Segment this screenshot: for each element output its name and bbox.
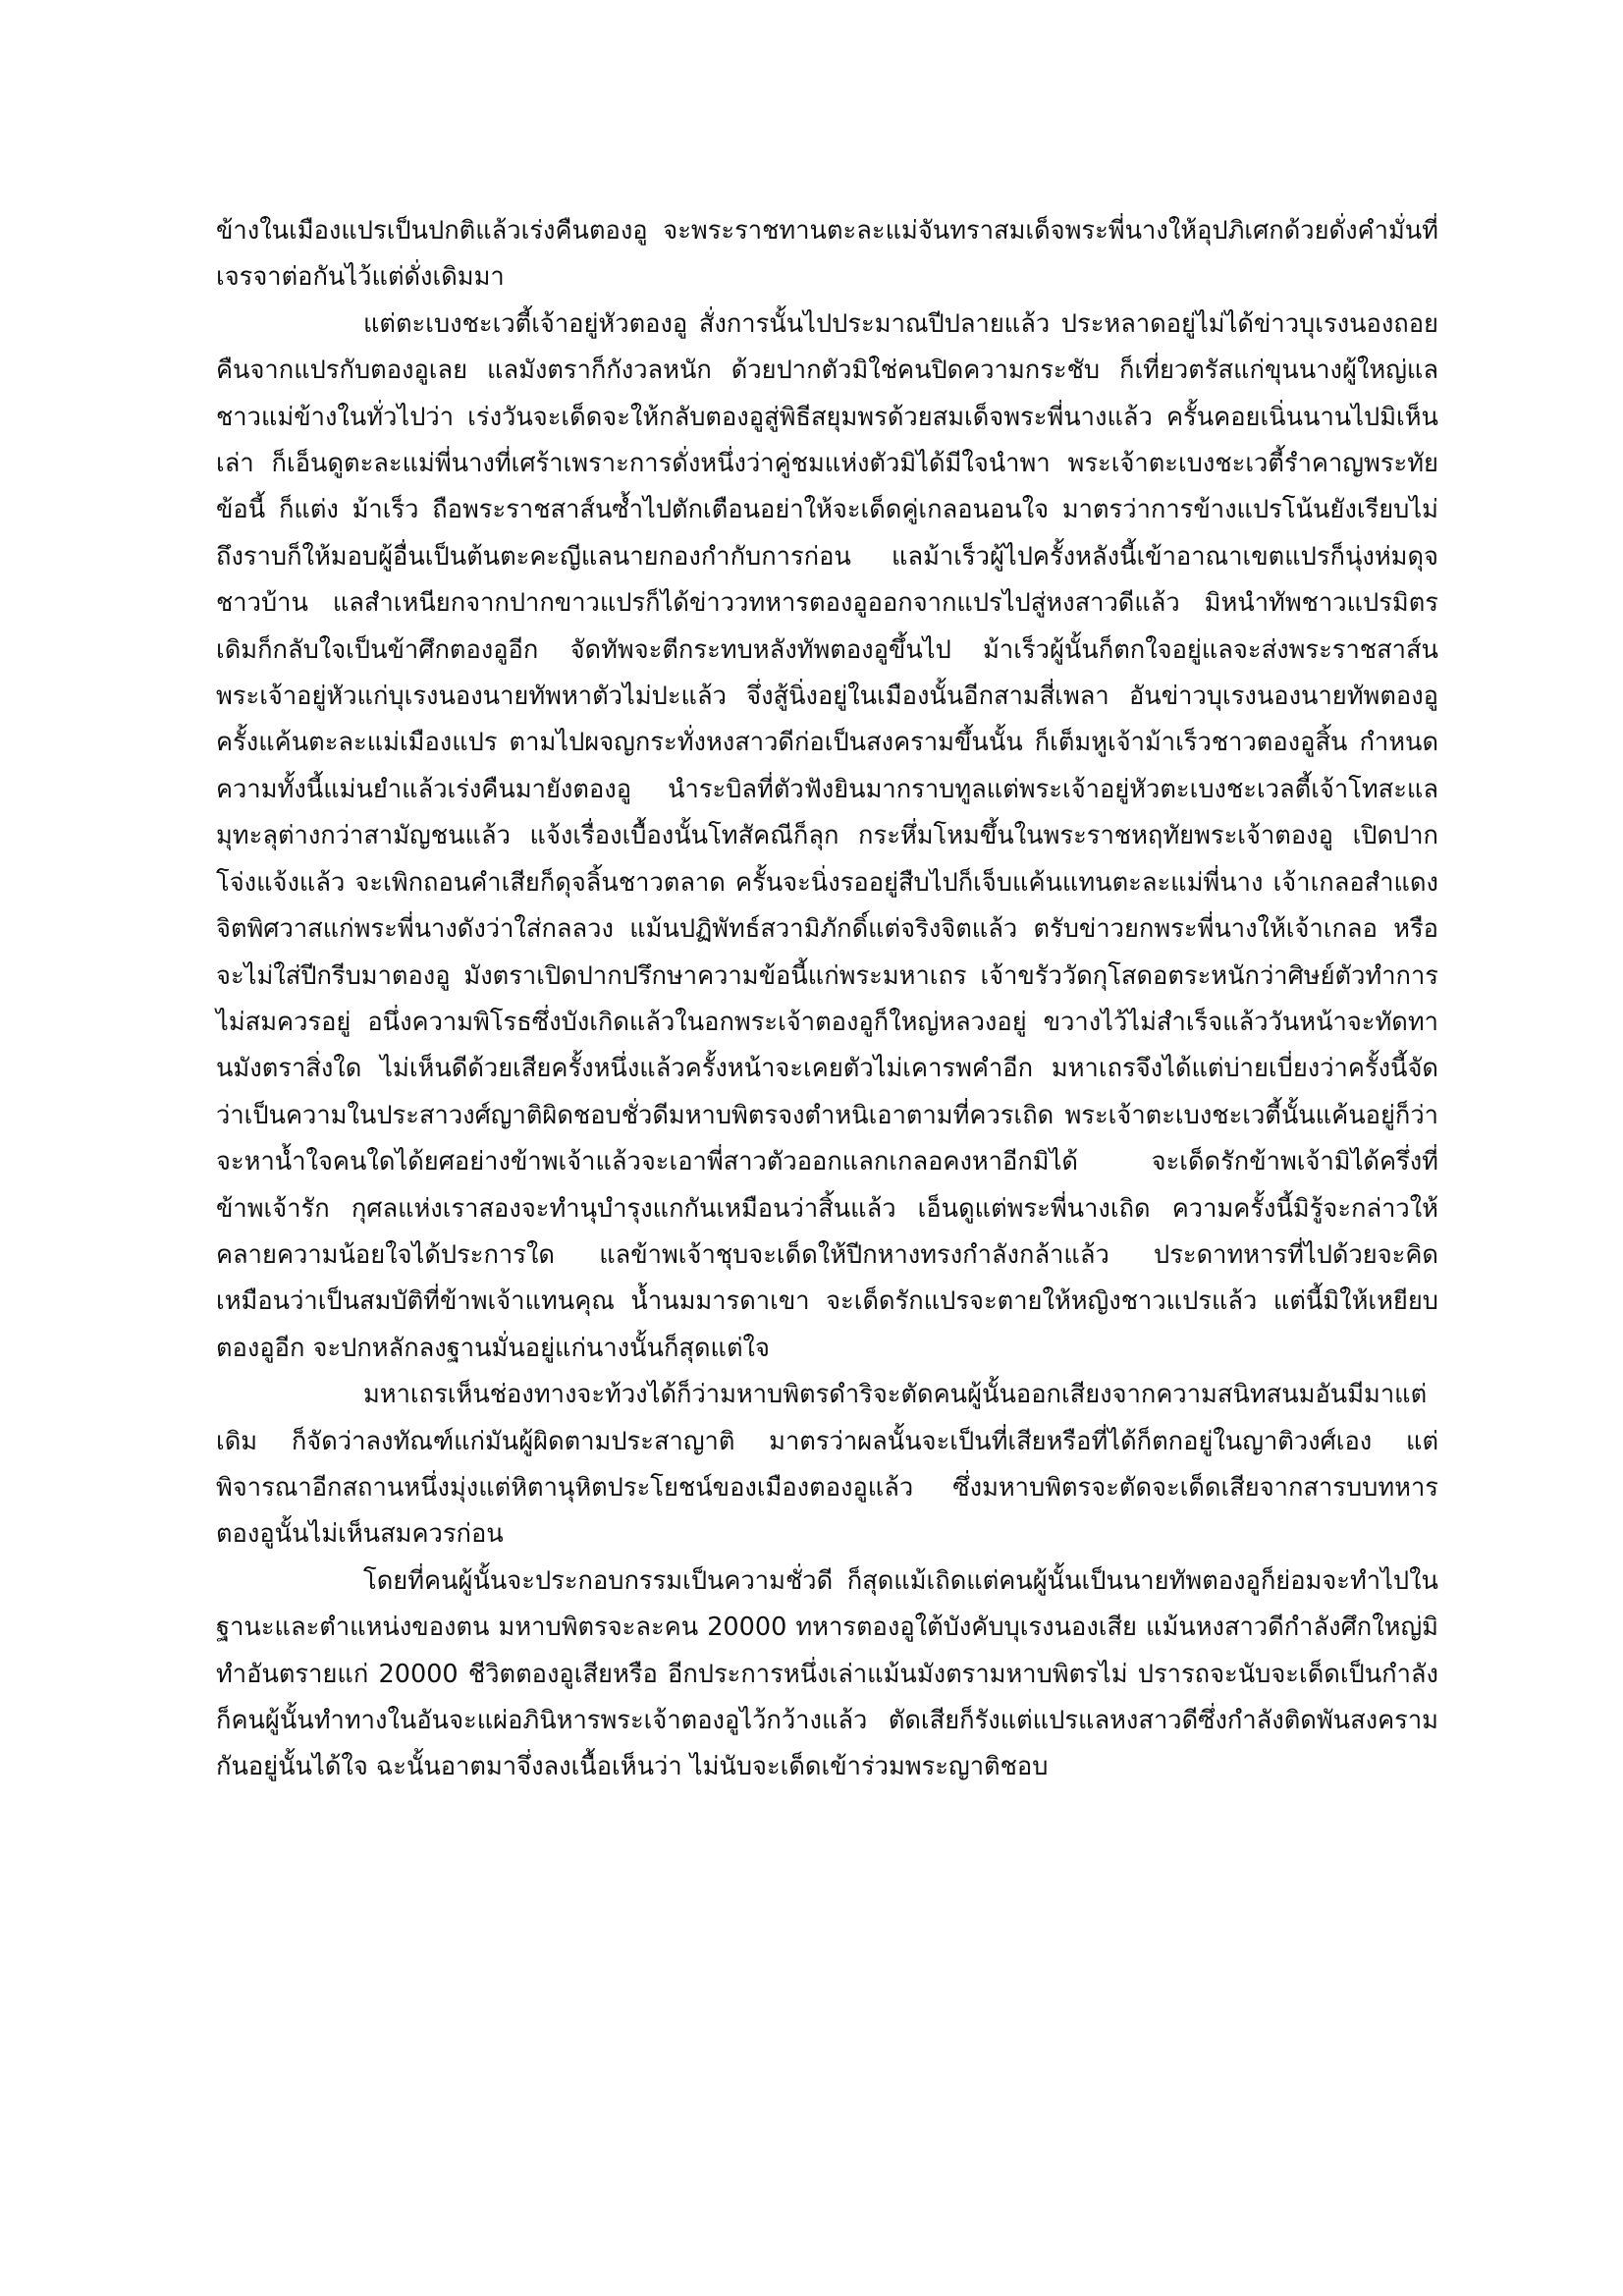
paragraph-tabengshwehti-message: แต่ตะเบงชะเวตี้เจ้าอยู่หัวตองอู สั่งการนั้นไปประมาณปีปลายแล้ว ประหลาดอยู่ไม่ได้ข่าวบุเรงนองถอยคืนจากแปรกับตองอูเลย แลมังตราก็กังวลหนัก ด้วยปากตัวมิใช่คนปิดความกระชับ ก็เที่ยวตรัสแก่ขุนนางผู้ใหญ่แลชาวแม่ข้างในทั่วไปว่า เร่งวันจะเด็ดจะให้กลับตองอูสู่พิธีสยุมพรด้วยสมเด็จพระพี่นางแล้ว ครั้นคอยเนิ่นนานไปมิเห็นเล่า ก็เอ็นดูตะละแม่พี่นางที่เศร้าเพราะการดั่งหนึ่งว่าคู่ชมแห่งตัวมิได้มีใจนำพา พระเจ้าตะเบงชะเวตี้รำคาญพระทัยข้อนี้ ก็แต่ง ม้าเร็ว ถือพระราชสาส์นซ้ำไปตักเตือนอย่าให้จะเด็ดคู่เกลอนอนใจ มาตรว่าการข้างแปรโน้นยังเรียบไม่ถึงราบก็ให้มอบผู้อื่นเป็นต้นตะคะญีแลนายกองกำกับการก่อน แลม้าเร็วผู้ไปครั้งหลังนี้เข้าอาณาเขตแปรก็นุ่งห่มดุจชาวบ้าน แลสำเหนียกจากปากขาวแปรก็ได้ข่าววทหารตองอูออกจากแปรไปสู่หงสาวดีแล้ว มิหนำทัพชาวแปรมิตรเดิมก็กลับใจเป็นข้าศึกตองอูอีก จัดทัพจะตีกระทบหลังทัพตองอูขึ้นไป ม้าเร็วผู้นั้นก็ตกใจอยู่แลจะส่งพระราชสาส์นพระเจ้าอยู่หัวแก่บุเรงนองนายทัพหาตัวไม่ปะแล้ว จึ่งสู้นิ่งอยู่ในเมืองนั้นอีกสามสี่เพลา อันข่าวบุเรงนองนายทัพตองอูครั้งแค้นตะละแม่เมืองแปร ตามไปผจญกระทั่งหงสาวดีก่อเป็นสงครามขึ้นนั้น ก็เต็มหูเจ้าม้าเร็วชาวตองอูสิ้น กำหนดความทั้งนี้แม่นยำแล้วเร่งคืนมายังตองอู นำระบิลที่ตัวฟังยินมากราบทูลแต่พระเจ้าอยู่หัวตะเบงชะเวลตี้เจ้าโทสะแลมุทะลุต่างกว่าสามัญชนแล้ว แจ้งเรื่องเบื้องนั้นโทสัคณีก็ลุก กระหึ่มโหมขึ้นในพระราชหฤทัยพระเจ้าตองอู เปิดปากโจ่งแจ้งแล้ว จะเพิกถอนคำเสียก็ดุจลิ้นชาวตลาด ครั้นจะนิ่งรออยู่สืบไปก็เจ็บแค้นแทนตะละแม่พี่นาง เจ้าเกลอสำแดงจิตพิศวาสแก่พระพี่นางดังว่าใส่กลลวง แม้นปฏิพัทธ์สวามิภักดิ์แต่จริงจิตแล้ว ตรับข่าวยกพระพี่นางให้เจ้าเกลอ หรือจะไม่ใส่ปีกรีบมาตองอู มังตราเปิดปากปรึกษาความข้อนี้แก่พระมหาเถร เจ้าขรัววัดกุโสดอตระหนักว่าศิษย์ตัวทำการไม่สมควรอยู่ อนึ่งความพิโรธซึ่งบังเกิดแล้วในอกพระเจ้าตองอูก็ใหญ่หลวงอยู่ ขวางไว้ไม่สำเร็จแล้ววันหน้าจะทัดทานมังตราสิ่งใด ไม่เห็นดีด้วยเสียครั้งหนึ่งแล้วครั้งหน้าจะเคยตัวไม่เคารพคำอีก มหาเถรจึงได้แต่บ่ายเบี่ยงว่าครั้งนี้จัดว่าเป็นความในประสาวงศ์ญาติผิดชอบชั่วดีมหาบพิตรจงตำหนิเอาตามที่ควรเถิด พระเจ้าตะเบงชะเวตี้นั้นแค้นอยู่ก็ว่า จะหาน้ำใจคนใดได้ยศอย่างข้าพเจ้าแล้วจะเอาพี่สาวตัวออกแลกเกลอคงหาอีกมิได้ จะเด็ดรักข้าพเจ้ามิได้ครึ่งที่ข้าพเจ้ารัก กุศลแห่งเราสองจะทำนุบำรุงแกกันเหมือนว่าสิ้นแล้ว เอ็นดูแต่พระพี่นางเถิด ความครั้งนี้มิรู้จะกล่าวให้คลายความน้อยใจได้ประการใด แลข้าพเจ้าชุบจะเด็ดให้ปีกหางทรงกำลังกล้าแล้ว ประดาทหารที่ไปด้วยจะคิดเหมือนว่าเป็นสมบัติที่ข้าพเจ้าแทนคุณ น้ำนมมารดาเขา จะเด็ดรักแปรจะตายให้หญิงชาวแปรแล้ว แต่นี้มิให้เหยียบตองอูอีก จะปกหลักลงฐานมั่นอยู่แก่นางนั้นก็สุดแต่ใจ [216, 308, 1438, 1363]
paragraph-mahathera-objection: มหาเถรเห็นช่องทางจะท้วงได้ก็ว่ามหาบพิตรดำริจะตัดคนผู้นั้นออกเสียงจากความสนิทสนมอันมีมาแต่เดิม ก็จัดว่าลงทัณฑ์แก่มันผู้ผิดตามประสาญาติ มาตรว่าผลนั้นจะเป็นที่เสียหรือที่ได้ก็ตกอยู่ในญาติวงศ์เอง แต่พิจารณาอีกสถานหนึ่งมุ่งแต่หิตานุหิตประโยชน์ของเมืองตองอูแล้ว ซึ่งมหาบพิตรจะตัดจะเด็ดเสียจากสารบบทหารตองอูนั้นไม่เห็นสมควรก่อน [216, 1380, 1438, 1550]
paragraph-continuation: ข้างในเมืองแปรเป็นปกติแล้วเร่งคืนตองอู จะพระราชทานตะละแม่จันทราสมเด็จพระพี่นางให้อุปภิเศกด้วยดั่งคำมั่นที่เจรจาต่อกันไว้แต่ดั่งเดิมมา [216, 216, 1438, 293]
paragraph-mahathera-reasoning: โดยที่คนผู้นั้นจะประกอบกรรมเป็นความชั่วดี ก็สุดแม้เถิดแต่คนผู้นั้นเป็นนายทัพตองอูก็ย่อมจะทำไปในฐานะและตำแหน่งของตน มหาบพิตรจะละคน 20000 ทหารตองอูใต้บังคับบุเรงนองเสีย แม้นหงสาวดีกำลังศึกใหญ่มิทำอันตรายแก่ 20000 ชีวิตตองอูเสียหรือ อีกประการหนึ่งเล่าแม้นมังตรามหาบพิตรไม่ ปรารถจะนับจะเด็ดเป็นกำลังก็คนผู้นั้นทำทางในอันจะแผ่อภินิหารพระเจ้าตองอูไว้กว้างแล้ว ตัดเสียก็รังแต่แปรแลหงสาวดีซึ่งกำลังติดพันสงครามกันอยู่นั้นได้ใจ ฉะนั้นอาตมาจึ่งลงเนื้อเห็นว่า ไม่นับจะเด็ดเข้าร่วมพระญาติชอบ [216, 1565, 1438, 1782]
